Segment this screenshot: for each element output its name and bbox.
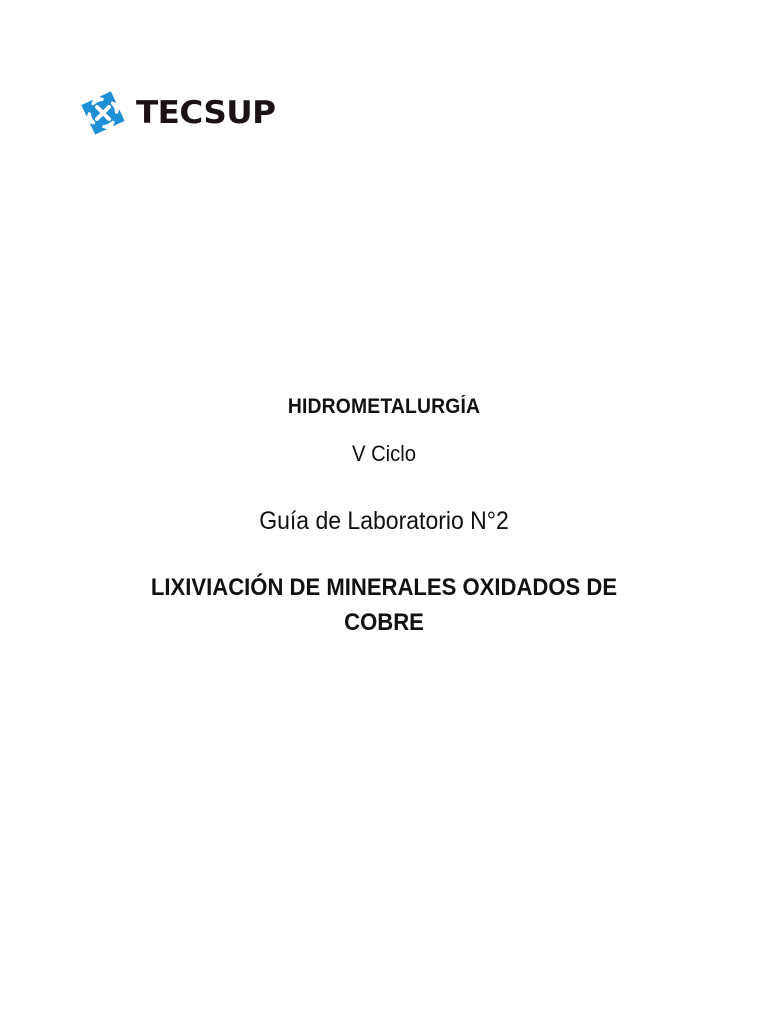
course-title: HIDROMETALURGÍA xyxy=(287,395,481,418)
logo-wordmark: TECSUP xyxy=(136,94,276,131)
tecsup-logo-icon xyxy=(76,86,130,140)
tecsup-logo xyxy=(76,86,286,140)
cycle-label: V Ciclo xyxy=(351,441,417,466)
topic-title: LIXIVIACIÓN DE MINERALES OXIDADOS DE COBRE xyxy=(150,574,618,636)
guide-title: Guía de Laboratorio N°2 xyxy=(259,507,509,535)
